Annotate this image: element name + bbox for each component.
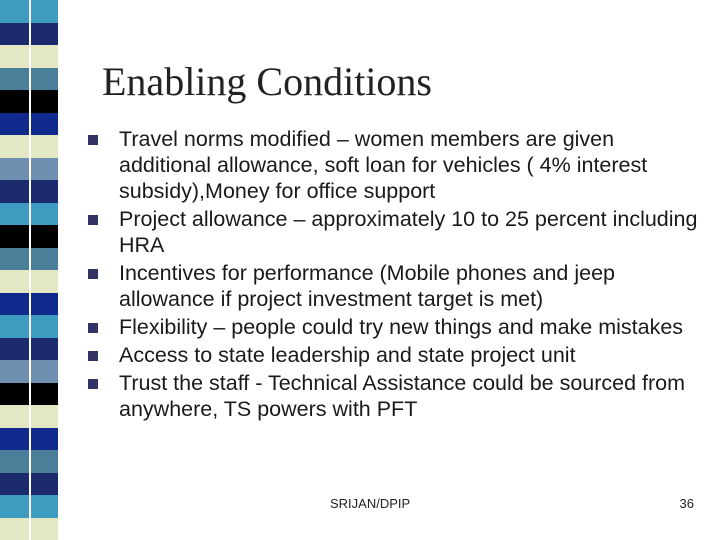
bullet-text: Travel norms modified – women members are given additional allowance, soft loan for vehicles ( 4% interest subsidy),Money for office support — [119, 127, 648, 203]
slide-title: Enabling Conditions — [102, 59, 432, 104]
footer-text: SRIJAN/DPIP — [330, 496, 411, 511]
square-bullet-icon — [88, 351, 98, 361]
square-bullet-icon — [88, 323, 98, 333]
bullet-text: Project allowance – approximately 10 to 25 percent including HRA — [119, 207, 698, 257]
bullet-text: Incentives for performance (Mobile phones and jeep allowance if project investment target is met) — [119, 261, 615, 311]
square-bullet-icon — [88, 379, 98, 389]
bullet-item — [86, 370, 706, 422]
bullet-item — [86, 126, 706, 204]
decorative-side-stripe — [0, 0, 58, 540]
square-bullet-icon — [88, 135, 98, 145]
square-bullet-icon — [88, 269, 98, 279]
bullet-item — [86, 342, 706, 368]
square-bullet-icon — [88, 215, 98, 225]
bullet-text: Trust the staff - Technical Assistance could be sourced from anywhere, TS powers with PFT — [119, 371, 686, 421]
bullet-text: Flexibility – people could try new things and make mistakes — [119, 315, 684, 339]
bullet-item — [86, 314, 706, 340]
stripe-divider — [29, 0, 31, 540]
bullet-item — [86, 206, 706, 258]
bullet-item — [86, 260, 706, 312]
slide-number: 36 — [679, 496, 694, 511]
bullet-list — [86, 126, 706, 424]
bullet-text: Access to state leadership and state project unit — [119, 343, 576, 367]
